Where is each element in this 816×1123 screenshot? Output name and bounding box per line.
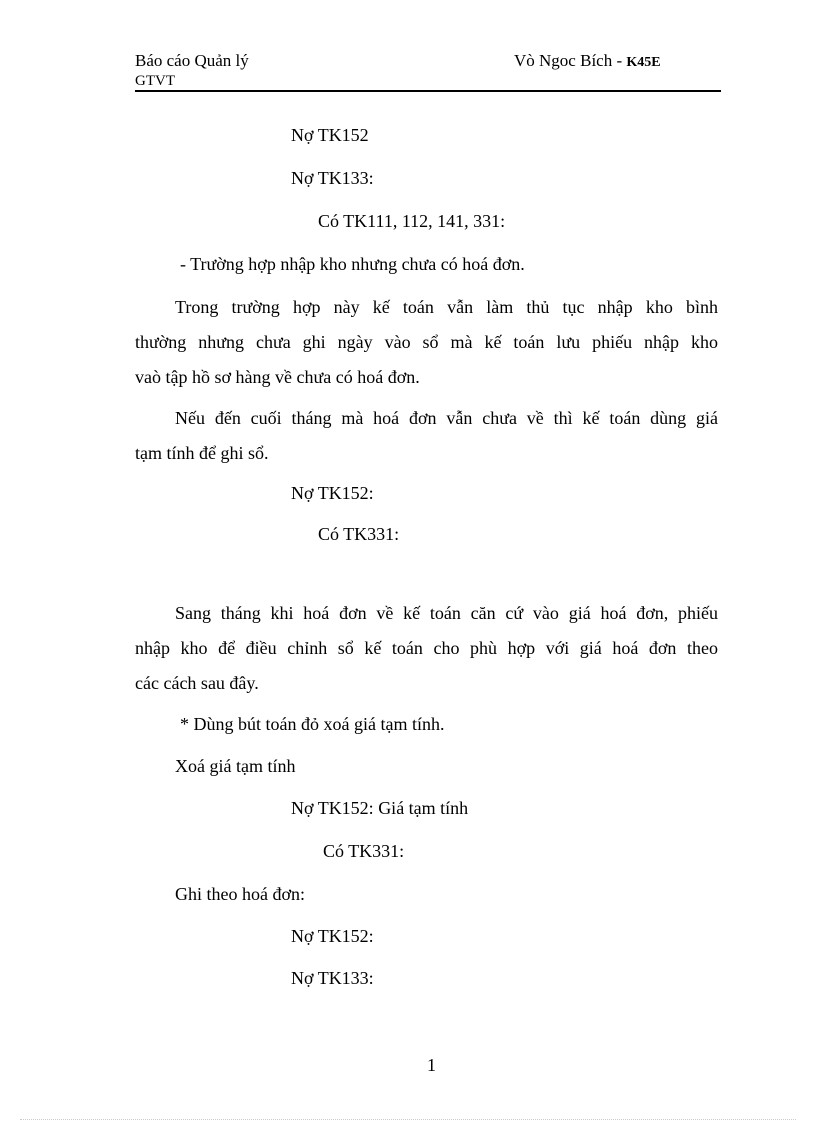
entry1-debit-tk133: Nợ TK133: — [291, 168, 374, 188]
entry2-debit: Nợ TK152: — [291, 483, 374, 503]
header-report-title: Báo cáo Quản lý — [135, 51, 249, 70]
entry4-debit-tk152: Nợ TK152: — [291, 926, 374, 946]
invoice-label: Ghi theo hoá đơn: — [175, 884, 305, 904]
page-number: 1 — [427, 1055, 436, 1075]
paragraph-1-line: thường nhưng chưa ghi ngày vào sổ mà kế toán lưu phiếu nhập kho — [135, 332, 718, 352]
header-rule — [135, 90, 721, 92]
entry3-debit: Nợ TK152: Giá tạm tính — [291, 798, 469, 818]
paragraph-1-line: Trong trường hợp này kế toán vẫn làm thủ tục nhập kho bình — [175, 297, 718, 317]
paragraph-3-line: nhập kho để điều chỉnh sổ kế toán cho phù hợp với giá hoá đơn theo — [135, 638, 718, 658]
method-1: * Dùng bút toán đỏ xoá giá tạm tính. — [180, 714, 445, 734]
header-author-name: Vò Ngoc Bích - — [514, 51, 623, 70]
paragraph-3 — [135, 596, 718, 701]
header-author-class: K45E — [626, 55, 661, 70]
paragraph-3-line: Sang tháng khi hoá đơn về kế toán căn cứ vào giá hoá đơn, phiếu — [175, 603, 718, 623]
paragraph-2 — [135, 401, 718, 471]
paragraph-2-line: Nếu đến cuối tháng mà hoá đơn vẫn chưa về thì kế toán dùng giá — [175, 408, 718, 428]
erase-label: Xoá giá tạm tính — [175, 756, 296, 776]
entry4-debit-tk133: Nợ TK133: — [291, 968, 374, 988]
paragraph-1 — [135, 290, 718, 395]
entry3-credit: Có TK331: — [323, 841, 405, 861]
entry2-credit: Có TK331: — [318, 524, 400, 544]
paragraph-1-line: vaò tập hồ sơ hàng về chưa có hoá đơn. — [135, 367, 420, 387]
entry1-debit-tk152: Nợ TK152 — [291, 125, 369, 145]
case-heading: - Trường hợp nhập kho nhưng chưa có hoá đơn. — [180, 254, 525, 274]
paragraph-3-line: các cách sau đây. — [135, 673, 259, 693]
page-bottom-border — [20, 1119, 796, 1120]
entry1-credit: Có TK111, 112, 141, 331: — [318, 211, 506, 231]
header-author — [514, 50, 661, 74]
paragraph-2-line: tạm tính để ghi sổ. — [135, 443, 269, 463]
header-report-subtitle: GTVT — [135, 73, 175, 89]
